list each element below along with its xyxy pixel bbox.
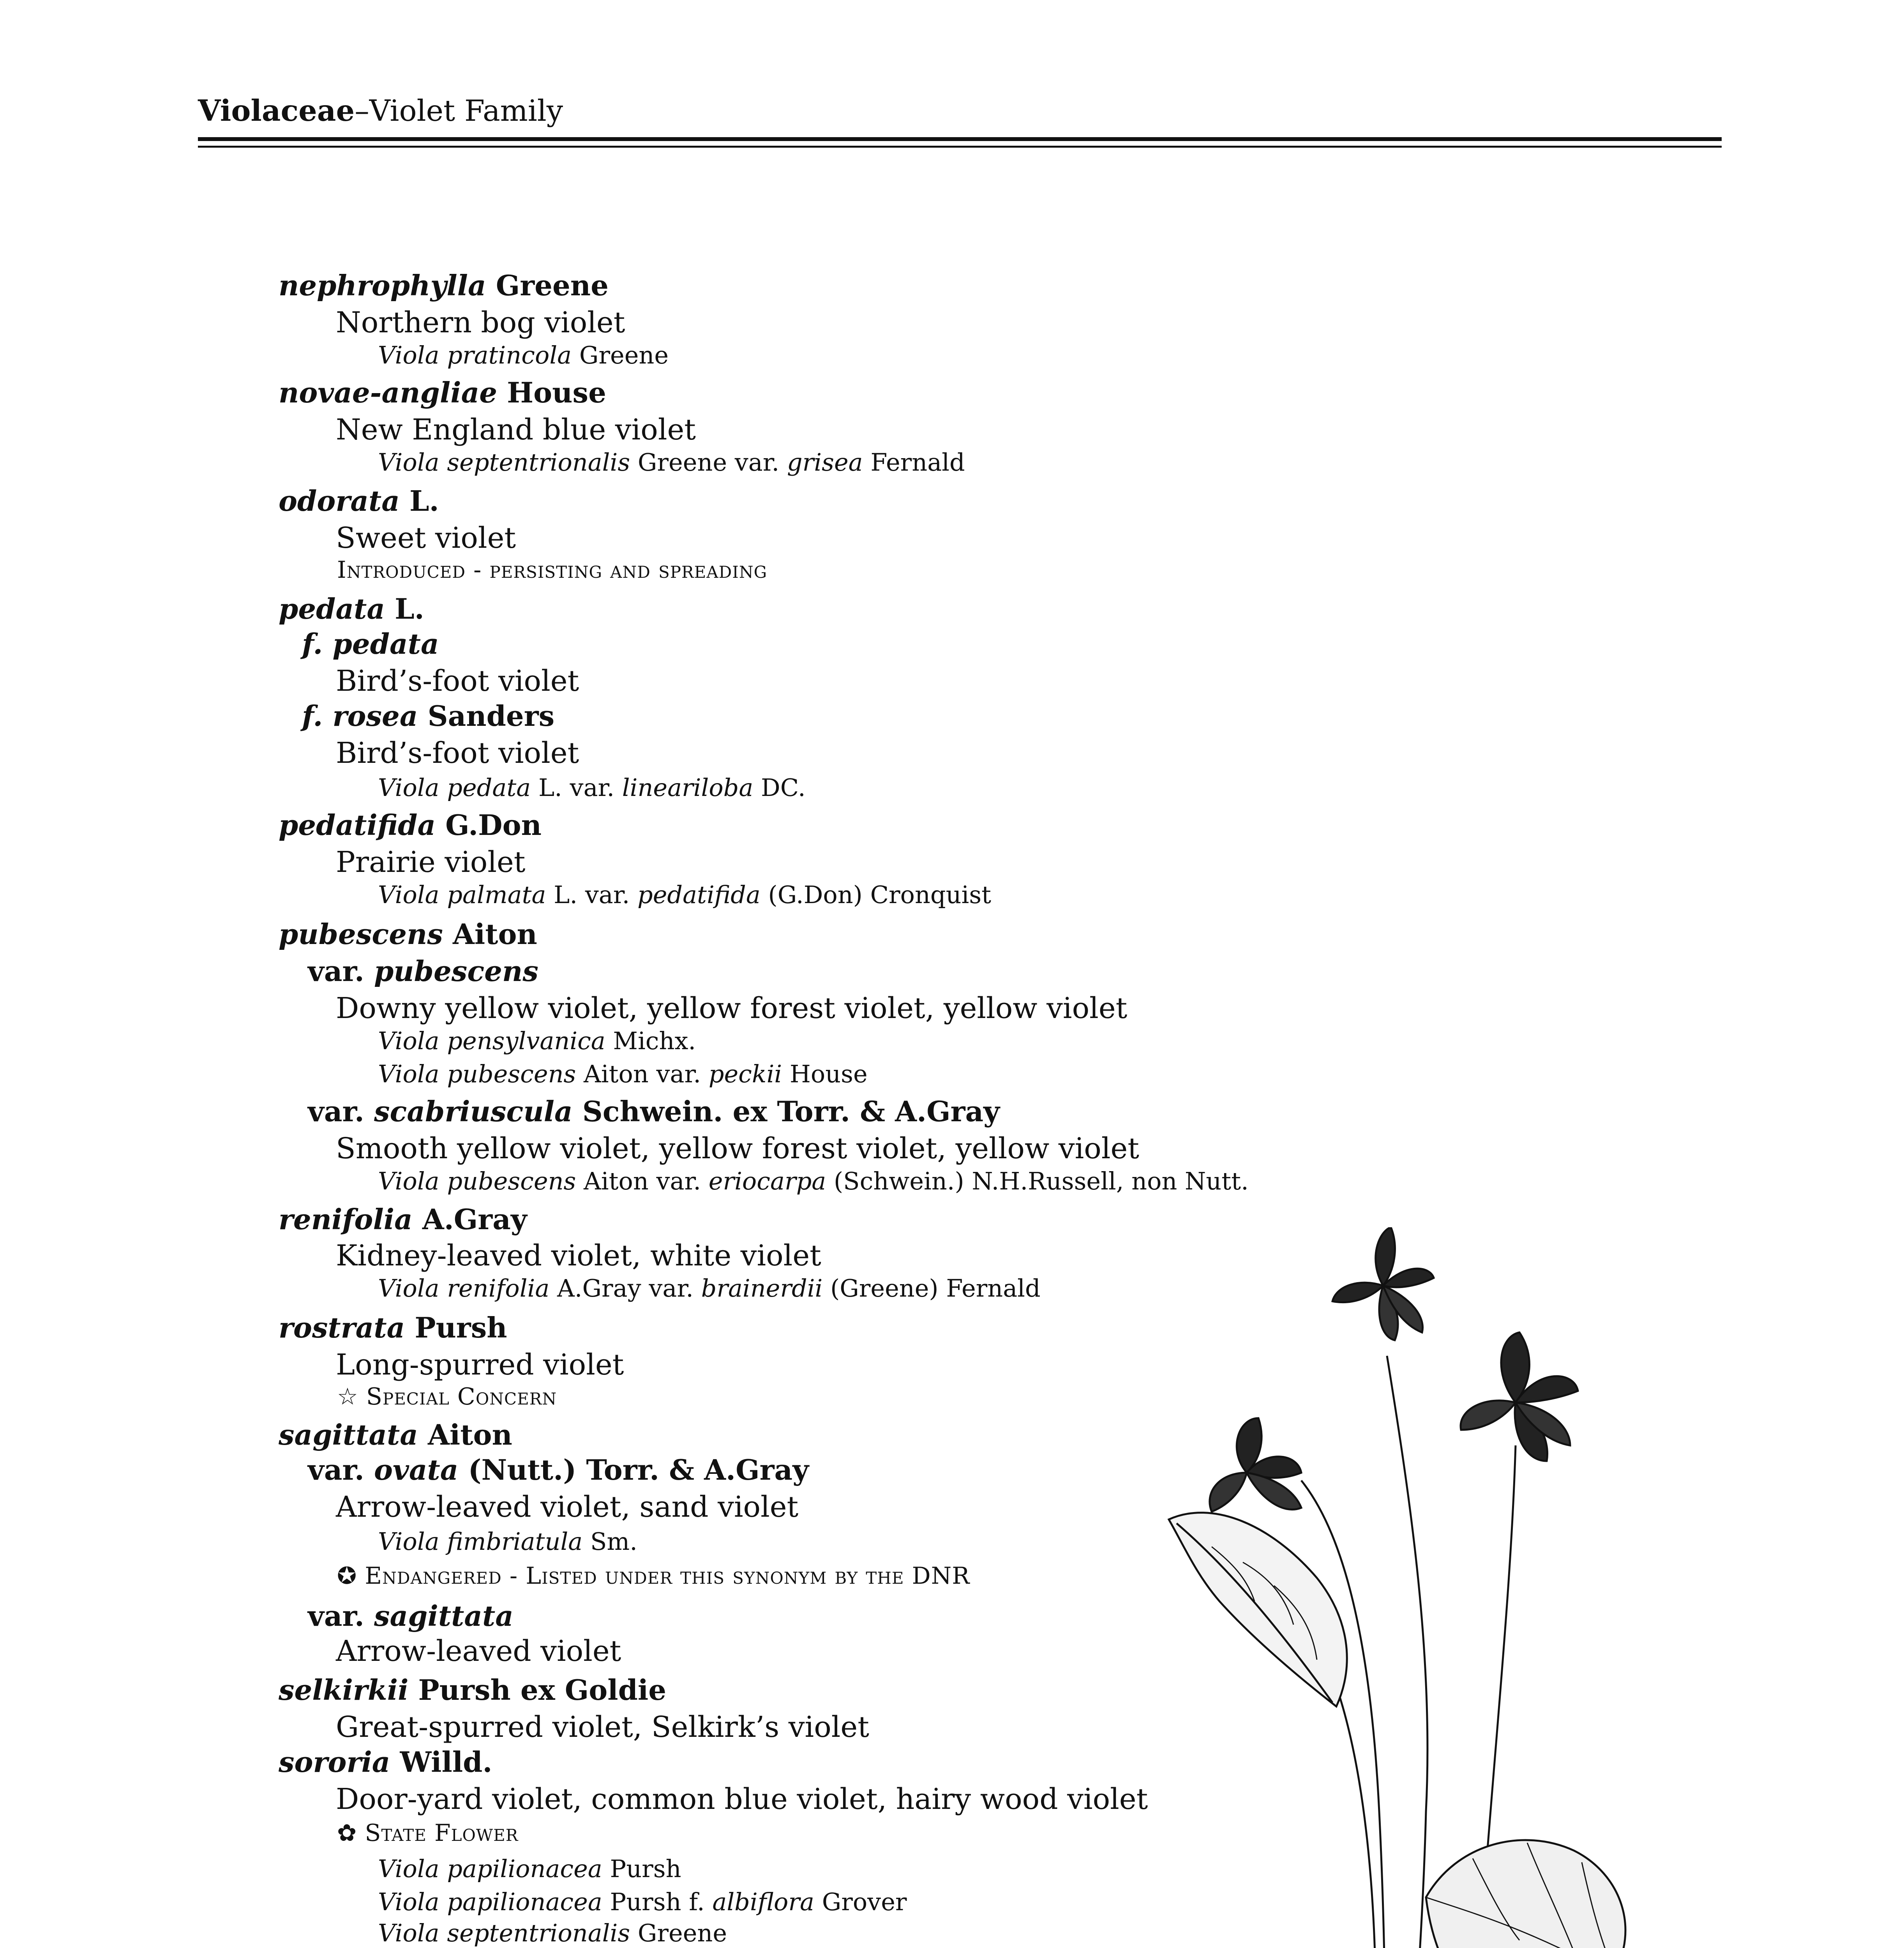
text-run: Viola septentrionalis — [378, 448, 630, 476]
text-run: Sanders — [418, 699, 555, 732]
species-name — [279, 1311, 507, 1344]
common-name — [336, 736, 579, 770]
synonym — [378, 448, 965, 476]
common-name — [336, 1348, 624, 1382]
text-run: ovata — [374, 1453, 459, 1486]
text-run: L. var. — [546, 880, 637, 909]
text-run: (Greene) Fernald — [822, 1274, 1041, 1302]
text-run: DC. — [753, 773, 806, 802]
common-name — [336, 1239, 821, 1272]
synonym — [378, 341, 669, 369]
text-run: L. var. — [531, 773, 622, 802]
text-run: Greene var. — [630, 448, 787, 476]
text-run: Willd. — [390, 1745, 492, 1779]
synonym — [378, 1527, 637, 1556]
text-run: novae-angliae — [279, 376, 498, 409]
text-run: Aiton — [443, 918, 537, 951]
text-run: pubescens — [279, 918, 443, 951]
text-run: Northern bog violet — [336, 306, 625, 339]
text-run: Pursh f. — [602, 1888, 713, 1916]
text-run: Schwein. ex Torr. & A.Gray — [572, 1095, 1000, 1128]
leaf — [1426, 1840, 1625, 1948]
text-run: Viola pratincola — [378, 341, 572, 369]
text-run: renifolia — [279, 1203, 413, 1236]
text-run: Introduced - persisting and spreading — [337, 556, 768, 584]
text-run: Greene — [572, 341, 669, 369]
text-run: ✪ Endangered - Listed under this synonym by the DNR — [337, 1562, 970, 1590]
common-name — [336, 664, 579, 698]
viola-sororia-illustration — [1153, 1227, 1660, 1948]
text-run: Great-spurred violet, Selkirk’s violet — [336, 1710, 869, 1744]
text-run: f. rosea — [302, 699, 418, 732]
text-run: Viola papilionacea — [378, 1888, 602, 1916]
text-run: House — [782, 1060, 868, 1088]
text-run: peckii — [708, 1060, 782, 1088]
species-name — [279, 484, 439, 517]
text-run: (Nutt.) Torr. & A.Gray — [458, 1453, 809, 1486]
text-run: Smooth yellow violet, yellow forest violet, yellow violet — [336, 1132, 1140, 1165]
text-run: albiflora — [712, 1888, 814, 1916]
stem — [1301, 1480, 1386, 1948]
text-run: Sweet violet — [336, 521, 516, 555]
flower — [1332, 1227, 1434, 1340]
form-name — [302, 627, 439, 660]
text-run: var. — [308, 1599, 374, 1632]
text-run: Arrow-leaved violet — [336, 1634, 621, 1668]
family-name: Violaceae — [198, 94, 355, 128]
text-run: A.Gray — [412, 1203, 527, 1236]
synonym — [378, 1888, 907, 1916]
text-run: Viola fimbriatula — [378, 1527, 583, 1556]
status-note — [337, 1383, 557, 1410]
text-run: Aiton var. — [576, 1167, 709, 1195]
stem — [1387, 1356, 1428, 1948]
species-name — [279, 808, 542, 842]
text-run: Pursh ex Goldie — [408, 1673, 667, 1706]
text-run: Viola pedata — [378, 773, 531, 802]
text-run: var. — [308, 1095, 374, 1128]
text-run: Grover — [814, 1888, 907, 1916]
text-run: Viola papilionacea — [378, 1854, 602, 1883]
text-run: Michx. — [605, 1027, 696, 1055]
common-name — [336, 845, 526, 879]
text-run: Viola pubescens — [378, 1167, 576, 1195]
synonym — [378, 1274, 1041, 1302]
synonym — [378, 1167, 1249, 1195]
common-name — [336, 306, 625, 339]
top-rule — [198, 137, 1722, 141]
text-run: (G.Don) Cronquist — [760, 880, 992, 909]
synonym — [378, 880, 991, 909]
text-run: Viola pubescens — [378, 1060, 576, 1088]
variety-name — [308, 955, 538, 988]
text-run: Long-spurred violet — [336, 1348, 624, 1382]
text-run: Pursh — [405, 1311, 507, 1344]
synonym — [378, 1060, 868, 1088]
text-run: Aiton var. — [576, 1060, 709, 1088]
species-name — [279, 918, 537, 951]
text-run: sororia — [279, 1745, 390, 1779]
species-name — [279, 1673, 666, 1706]
flower — [1210, 1418, 1301, 1512]
text-run: nephrophylla — [279, 269, 486, 302]
text-run: Viola renifolia — [378, 1274, 550, 1302]
synonym — [378, 1854, 681, 1883]
common-name — [336, 1490, 798, 1524]
species-name — [279, 1418, 512, 1451]
text-run: odorata — [279, 484, 400, 517]
species-name — [279, 269, 609, 302]
text-run: Kidney-leaved violet, white violet — [336, 1239, 821, 1272]
text-run: Door-yard violet, common blue violet, hairy wood violet — [336, 1782, 1148, 1816]
status-note — [337, 1562, 970, 1590]
flower — [1461, 1332, 1578, 1461]
text-run: pubescens — [374, 955, 538, 988]
text-run: lineariloba — [622, 773, 753, 802]
common-name — [336, 1132, 1139, 1165]
text-run: A.Gray var. — [549, 1274, 701, 1302]
status-note — [337, 1819, 518, 1847]
synonym — [378, 773, 806, 802]
text-run: Aiton — [418, 1418, 512, 1451]
text-run: (Schwein.) N.H.Russell, non Nutt. — [826, 1167, 1249, 1195]
text-run: Viola palmata — [378, 880, 546, 909]
synonym — [378, 1919, 727, 1947]
text-run: scabriuscula — [374, 1095, 573, 1128]
text-run: L. — [399, 484, 439, 517]
text-run: rostrata — [279, 1311, 405, 1344]
species-name — [279, 592, 424, 625]
text-run: L. — [385, 592, 424, 625]
text-run: var. — [308, 955, 374, 988]
variety-name — [308, 1599, 513, 1632]
text-run: Greene — [486, 269, 609, 302]
text-run: ☆ Special Concern — [337, 1383, 557, 1410]
text-run: grisea — [787, 448, 863, 476]
variety-name — [308, 1095, 1000, 1128]
text-run: Arrow-leaved violet, sand violet — [336, 1490, 799, 1524]
text-run: Viola pensylvanica — [378, 1027, 605, 1055]
leaf — [1169, 1513, 1347, 1706]
variety-name — [308, 1453, 809, 1486]
running-header — [198, 94, 563, 128]
text-run: Pursh — [602, 1854, 681, 1883]
text-run: Sm. — [582, 1527, 637, 1556]
text-run: Prairie violet — [336, 845, 526, 879]
text-run: G.Don — [436, 808, 542, 842]
form-name — [302, 699, 554, 732]
text-run: var. — [308, 1453, 374, 1486]
synonym — [378, 1027, 696, 1055]
text-run: Fernald — [863, 448, 965, 476]
text-run: ✿ State Flower — [337, 1819, 519, 1847]
text-run: pedatifida — [637, 880, 761, 909]
text-run: pedata — [279, 592, 385, 625]
common-name — [336, 1710, 869, 1744]
top-rule-thin — [198, 146, 1722, 148]
text-run: selkirkii — [279, 1673, 409, 1706]
text-run: House — [497, 376, 606, 409]
text-run: brainerdii — [701, 1274, 823, 1302]
species-name — [279, 376, 606, 409]
text-run: Bird’s-foot violet — [336, 736, 579, 770]
text-run: sagittata — [374, 1599, 513, 1632]
family-common-name: –Violet Family — [355, 94, 563, 128]
common-name — [336, 521, 516, 555]
text-run: pedatifida — [279, 808, 436, 842]
text-run: Viola septentrionalis — [378, 1919, 630, 1947]
text-run: eriocarpa — [708, 1167, 826, 1195]
species-name — [279, 1203, 527, 1236]
status-note — [337, 556, 767, 584]
common-name — [336, 1634, 621, 1668]
common-name — [336, 413, 696, 446]
text-run: Greene — [630, 1919, 727, 1947]
text-run: Downy yellow violet, yellow forest violet, yellow violet — [336, 992, 1128, 1025]
common-name — [336, 1782, 1148, 1816]
text-run: sagittata — [279, 1418, 418, 1451]
text-run: New England blue violet — [336, 413, 696, 446]
text-run: f. pedata — [302, 627, 439, 660]
species-name — [279, 1745, 492, 1779]
text-run: Bird’s-foot violet — [336, 664, 579, 698]
common-name — [336, 992, 1127, 1025]
